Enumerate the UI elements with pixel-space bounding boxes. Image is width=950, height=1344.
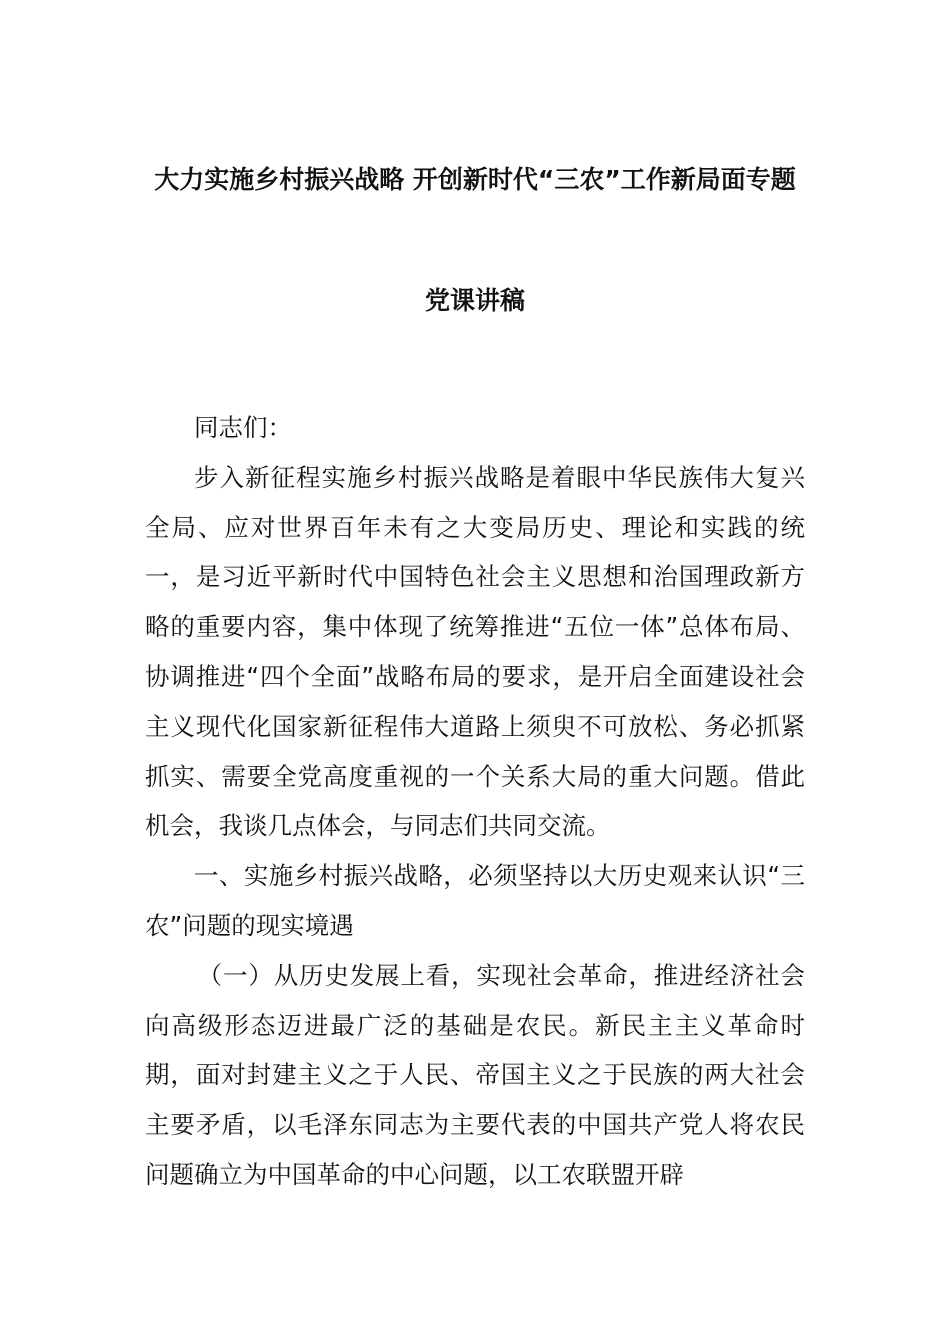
salutation: 同志们：: [194, 413, 292, 442]
paragraph-subsection-1: （一）从历史发展上看，实现社会革命，推进经济社会向高级形态迈进最广泛的基础是农民。新民主主义革命时期，面对封建主义之于人民、帝国主义之于民族的两大社会主要矛盾，以毛泽东同志为主要代表的中国共产党人将农民问题确立为中国革命的中心问题，以工农联盟开辟: [145, 960, 805, 1189]
section-heading-1: 一、实施乡村振兴战略，必须坚持以大历史观来认识“三农”问题的现实境遇: [145, 861, 805, 940]
document-body: [145, 403, 805, 1200]
paragraph-intro: 步入新征程实施乡村振兴战略是着眼中华民族伟大复兴全局、应对世界百年未有之大变局历史、理论和实践的统一，是习近平新时代中国特色社会主义思想和治国理政新方略的重要内容，集中体现了统筹推进“五位一体”总体布局、协调推进“四个全面”战略布局的要求，是开启全面建设社会主义现代化国家新征程伟大道路上须臾不可放松、务必抓紧抓实、需要全党高度重视的一个关系大局的重大问题。借此机会，我谈几点体会，与同志们共同交流。: [145, 462, 805, 841]
document-title-line-2: 党课讲稿: [424, 286, 525, 315]
document-title-line-1: 大力实施乡村振兴战略 开创新时代“三农”工作新局面专题: [154, 165, 796, 194]
